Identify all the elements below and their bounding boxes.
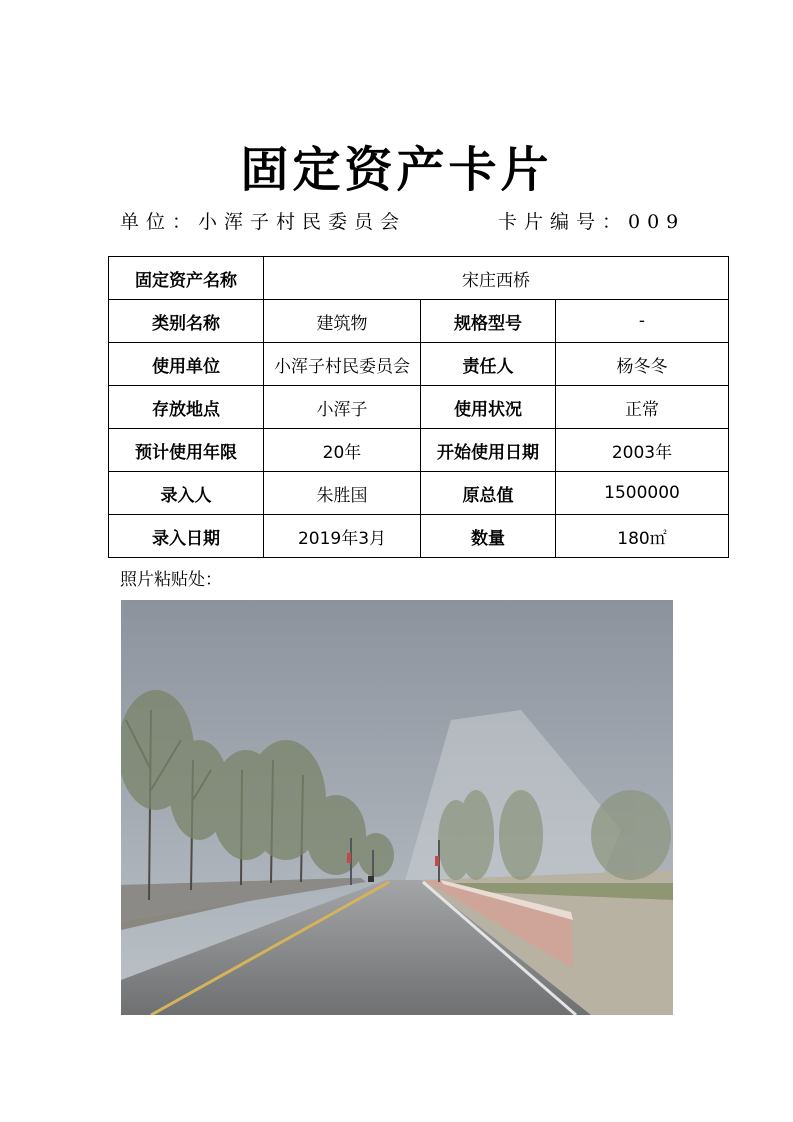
table-row — [109, 472, 729, 515]
spec-value: - — [556, 300, 729, 343]
user-unit-label: 使用单位 — [109, 343, 264, 386]
responsible-label: 责任人 — [421, 343, 556, 386]
status-label: 使用状况 — [421, 386, 556, 429]
table-row — [109, 429, 729, 472]
quantity-value: 180㎡ — [556, 515, 729, 558]
entered-by-value: 朱胜国 — [264, 472, 421, 515]
asset-table — [108, 256, 729, 558]
photo-label: 照片粘贴处： — [120, 570, 222, 590]
service-life-label: 预计使用年限 — [109, 429, 264, 472]
quantity-label: 数量 — [421, 515, 556, 558]
category-value: 建筑物 — [264, 300, 421, 343]
document-title: 固定资产卡片 — [240, 142, 553, 198]
original-value-label: 原总值 — [421, 472, 556, 515]
responsible-value: 杨冬冬 — [556, 343, 729, 386]
asset-name-value: 宋庄西桥 — [264, 257, 729, 300]
category-label: 类别名称 — [109, 300, 264, 343]
original-value-value: 1500000 — [556, 472, 729, 515]
entered-by-label: 录入人 — [109, 472, 264, 515]
location-value: 小浑子 — [264, 386, 421, 429]
location-label: 存放地点 — [109, 386, 264, 429]
table-row — [109, 343, 729, 386]
bridge-road-photo — [121, 600, 673, 1015]
entry-date-value: 2019年3月 — [264, 515, 421, 558]
card-number-line: 卡片编号：009 — [498, 211, 686, 233]
asset-name-label: 固定资产名称 — [109, 257, 264, 300]
start-date-value: 2003年 — [556, 429, 729, 472]
table-row — [109, 300, 729, 343]
table-row — [109, 515, 729, 558]
spec-label: 规格型号 — [421, 300, 556, 343]
table-row — [109, 386, 729, 429]
service-life-value: 20年 — [264, 429, 421, 472]
entry-date-label: 录入日期 — [109, 515, 264, 558]
table-row — [109, 257, 729, 300]
user-unit-value: 小浑子村民委员会 — [264, 343, 421, 386]
status-value: 正常 — [556, 386, 729, 429]
unit-line: 单位：小浑子村民委员会 — [120, 211, 407, 233]
start-date-label: 开始使用日期 — [421, 429, 556, 472]
